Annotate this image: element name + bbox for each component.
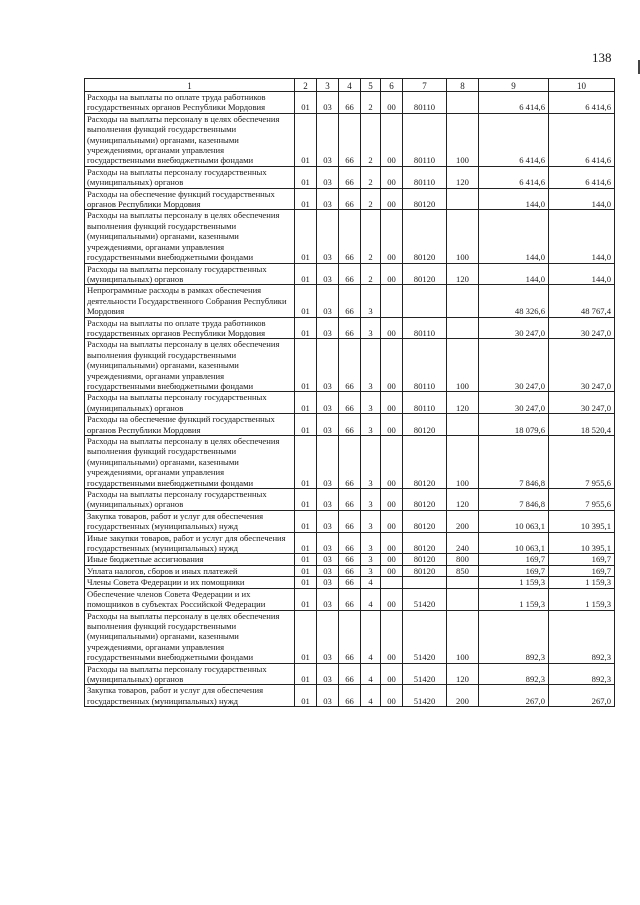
podrazdel-cell: 03 (317, 610, 339, 663)
row-name-cell: Расходы на обеспечение функций государственных органов Республики Мордовия (85, 188, 295, 210)
table-row (85, 166, 615, 188)
vr-cell: 100 (447, 113, 479, 166)
row-name-cell: Расходы на выплаты персоналу государственных (муниципальных) органов (85, 166, 295, 188)
ks-cell: 00 (381, 489, 403, 511)
header-cell: 3 (317, 79, 339, 92)
podrazdel-cell: 03 (317, 210, 339, 263)
program-cell: 66 (339, 532, 361, 554)
direction-cell (403, 577, 447, 588)
table-body (85, 92, 615, 707)
direction-cell: 80120 (403, 263, 447, 285)
header-cell: 4 (339, 79, 361, 92)
table-row (85, 510, 615, 532)
program-cell: 66 (339, 317, 361, 339)
header-cell: 10 (549, 79, 615, 92)
razdel-cell: 01 (295, 285, 317, 317)
ks-cell: 00 (381, 610, 403, 663)
sum-year-1-cell: 892,3 (479, 663, 549, 685)
table-row (85, 210, 615, 263)
direction-cell: 80120 (403, 436, 447, 489)
sum-year-2-cell: 30 247,0 (549, 317, 615, 339)
sum-year-2-cell: 48 767,4 (549, 285, 615, 317)
sum-year-1-cell: 169,7 (479, 565, 549, 576)
table-row (85, 263, 615, 285)
sum-year-2-cell: 6 414,6 (549, 113, 615, 166)
subprogram-cell: 2 (361, 113, 381, 166)
subprogram-cell: 3 (361, 489, 381, 511)
ks-cell: 00 (381, 663, 403, 685)
subprogram-cell: 3 (361, 392, 381, 414)
podrazdel-cell: 03 (317, 263, 339, 285)
direction-cell: 51420 (403, 685, 447, 707)
sum-year-1-cell: 30 247,0 (479, 339, 549, 392)
subprogram-cell: 4 (361, 685, 381, 707)
program-cell: 66 (339, 210, 361, 263)
row-name-cell: Расходы на выплаты персоналу государственных (муниципальных) органов (85, 263, 295, 285)
sum-year-2-cell: 144,0 (549, 210, 615, 263)
program-cell: 66 (339, 392, 361, 414)
razdel-cell: 01 (295, 554, 317, 565)
sum-year-1-cell: 18 079,6 (479, 414, 549, 436)
razdel-cell: 01 (295, 339, 317, 392)
direction-cell: 80120 (403, 565, 447, 576)
budget-table (84, 78, 615, 707)
row-name-cell: Уплата налогов, сборов и иных платежей (85, 565, 295, 576)
row-name-cell: Расходы на выплаты персоналу в целях обеспечения выполнения функций государственными (муниципальными) органами, казенными учреждениями, органами управления государственными внебюджетными фондами (85, 210, 295, 263)
vr-cell (447, 188, 479, 210)
table-row (85, 610, 615, 663)
podrazdel-cell: 03 (317, 532, 339, 554)
sum-year-1-cell: 267,0 (479, 685, 549, 707)
sum-year-2-cell: 144,0 (549, 263, 615, 285)
sum-year-2-cell: 267,0 (549, 685, 615, 707)
row-name-cell: Иные бюджетные ассигнования (85, 554, 295, 565)
sum-year-2-cell: 1 159,3 (549, 577, 615, 588)
vr-cell: 200 (447, 685, 479, 707)
sum-year-2-cell: 10 395,1 (549, 532, 615, 554)
vr-cell: 200 (447, 510, 479, 532)
vr-cell: 800 (447, 554, 479, 565)
podrazdel-cell: 03 (317, 392, 339, 414)
table-row (85, 113, 615, 166)
subprogram-cell: 3 (361, 565, 381, 576)
podrazdel-cell: 03 (317, 489, 339, 511)
razdel-cell: 01 (295, 532, 317, 554)
table-row (85, 532, 615, 554)
ks-cell (381, 577, 403, 588)
sum-year-1-cell: 144,0 (479, 188, 549, 210)
table-row (85, 577, 615, 588)
direction-cell: 80110 (403, 392, 447, 414)
ks-cell: 00 (381, 392, 403, 414)
row-name-cell: Расходы на выплаты персоналу в целях обеспечения выполнения функций государственными (муниципальными) органами, казенными учреждениями, органами управления государственными внебюджетными фондами (85, 339, 295, 392)
podrazdel-cell: 03 (317, 92, 339, 114)
direction-cell: 80120 (403, 414, 447, 436)
subprogram-cell: 4 (361, 610, 381, 663)
row-name-cell: Расходы на выплаты персоналу в целях обеспечения выполнения функций государственными (муниципальными) органами, казенными учреждениями, органами управления государственными внебюджетными фондами (85, 436, 295, 489)
row-name-cell: Расходы на выплаты по оплате труда работников государственных органов Республики Мордовия (85, 92, 295, 114)
program-cell: 66 (339, 263, 361, 285)
row-name-cell: Расходы на выплаты персоналу в целях обеспечения выполнения функций государственными (муниципальными) органами, казенными учреждениями, органами управления государственными внебюджетными фондами (85, 610, 295, 663)
razdel-cell: 01 (295, 577, 317, 588)
vr-cell (447, 92, 479, 114)
sum-year-1-cell: 10 063,1 (479, 510, 549, 532)
row-name-cell: Закупка товаров, работ и услуг для обеспечения государственных (муниципальных) нужд (85, 510, 295, 532)
ks-cell: 00 (381, 263, 403, 285)
table-row (85, 436, 615, 489)
sum-year-1-cell: 10 063,1 (479, 532, 549, 554)
razdel-cell: 01 (295, 510, 317, 532)
direction-cell: 80120 (403, 489, 447, 511)
vr-cell (447, 317, 479, 339)
row-name-cell: Расходы на обеспечение функций государственных органов Республики Мордовия (85, 414, 295, 436)
subprogram-cell: 2 (361, 188, 381, 210)
row-name-cell: Иные закупки товаров, работ и услуг для обеспечения государственных (муниципальных) нужд (85, 532, 295, 554)
table-row (85, 489, 615, 511)
razdel-cell: 01 (295, 113, 317, 166)
podrazdel-cell: 03 (317, 339, 339, 392)
table-row (85, 685, 615, 707)
razdel-cell: 01 (295, 92, 317, 114)
vr-cell: 120 (447, 166, 479, 188)
ks-cell: 00 (381, 565, 403, 576)
sum-year-1-cell: 30 247,0 (479, 392, 549, 414)
subprogram-cell: 3 (361, 339, 381, 392)
program-cell: 66 (339, 510, 361, 532)
sum-year-1-cell: 6 414,6 (479, 92, 549, 114)
direction-cell: 80110 (403, 339, 447, 392)
ks-cell (381, 285, 403, 317)
direction-cell: 80110 (403, 113, 447, 166)
razdel-cell: 01 (295, 610, 317, 663)
sum-year-2-cell: 7 955,6 (549, 489, 615, 511)
program-cell: 66 (339, 554, 361, 565)
row-name-cell: Непрограммные расходы в рамках обеспечения деятельности Государственного Собрания Республики Мордовия (85, 285, 295, 317)
sum-year-1-cell: 169,7 (479, 554, 549, 565)
vr-cell: 240 (447, 532, 479, 554)
sum-year-2-cell: 30 247,0 (549, 339, 615, 392)
program-cell: 66 (339, 685, 361, 707)
sum-year-1-cell: 7 846,8 (479, 436, 549, 489)
sum-year-2-cell: 169,7 (549, 565, 615, 576)
vr-cell: 120 (447, 663, 479, 685)
ks-cell: 00 (381, 113, 403, 166)
subprogram-cell: 3 (361, 554, 381, 565)
program-cell: 66 (339, 610, 361, 663)
razdel-cell: 01 (295, 588, 317, 610)
direction-cell: 80120 (403, 188, 447, 210)
direction-cell: 80110 (403, 317, 447, 339)
subprogram-cell: 3 (361, 414, 381, 436)
vr-cell (447, 588, 479, 610)
row-name-cell: Закупка товаров, работ и услуг для обеспечения государственных (муниципальных) нужд (85, 685, 295, 707)
ks-cell: 00 (381, 317, 403, 339)
ks-cell: 00 (381, 210, 403, 263)
ks-cell: 00 (381, 532, 403, 554)
ks-cell: 00 (381, 414, 403, 436)
header-cell: 2 (295, 79, 317, 92)
direction-cell: 80120 (403, 554, 447, 565)
ks-cell: 00 (381, 588, 403, 610)
podrazdel-cell: 03 (317, 436, 339, 489)
program-cell: 66 (339, 414, 361, 436)
vr-cell: 100 (447, 436, 479, 489)
sum-year-1-cell: 7 846,8 (479, 489, 549, 511)
table-row (85, 92, 615, 114)
sum-year-2-cell: 892,3 (549, 663, 615, 685)
podrazdel-cell: 03 (317, 166, 339, 188)
sum-year-2-cell: 18 520,4 (549, 414, 615, 436)
header-cell: 5 (361, 79, 381, 92)
podrazdel-cell: 03 (317, 414, 339, 436)
row-name-cell: Расходы на выплаты персоналу в целях обеспечения выполнения функций государственными (муниципальными) органами, казенными учреждениями, органами управления государственными внебюджетными фондами (85, 113, 295, 166)
program-cell: 66 (339, 188, 361, 210)
vr-cell: 120 (447, 392, 479, 414)
direction-cell: 80120 (403, 532, 447, 554)
table-row (85, 392, 615, 414)
direction-cell: 80120 (403, 210, 447, 263)
podrazdel-cell: 03 (317, 554, 339, 565)
program-cell: 66 (339, 113, 361, 166)
podrazdel-cell: 03 (317, 317, 339, 339)
row-name-cell: Расходы на выплаты по оплате труда работников государственных органов Республики Мордовия (85, 317, 295, 339)
table-row (85, 317, 615, 339)
subprogram-cell: 4 (361, 663, 381, 685)
subprogram-cell: 3 (361, 285, 381, 317)
sum-year-1-cell: 6 414,6 (479, 113, 549, 166)
sum-year-1-cell: 30 247,0 (479, 317, 549, 339)
razdel-cell: 01 (295, 685, 317, 707)
sum-year-1-cell: 1 159,3 (479, 588, 549, 610)
subprogram-cell: 3 (361, 317, 381, 339)
vr-cell: 120 (447, 263, 479, 285)
table-header-row (85, 79, 615, 92)
header-cell: 1 (85, 79, 295, 92)
ks-cell: 00 (381, 166, 403, 188)
razdel-cell: 01 (295, 565, 317, 576)
razdel-cell: 01 (295, 436, 317, 489)
sum-year-2-cell: 7 955,6 (549, 436, 615, 489)
direction-cell: 51420 (403, 610, 447, 663)
razdel-cell: 01 (295, 317, 317, 339)
subprogram-cell: 3 (361, 436, 381, 489)
table-row (85, 339, 615, 392)
subprogram-cell: 2 (361, 166, 381, 188)
program-cell: 66 (339, 166, 361, 188)
header-cell: 8 (447, 79, 479, 92)
table-row (85, 588, 615, 610)
row-name-cell: Расходы на выплаты персоналу государственных (муниципальных) органов (85, 663, 295, 685)
razdel-cell: 01 (295, 392, 317, 414)
direction-cell (403, 285, 447, 317)
sum-year-2-cell: 6 414,6 (549, 166, 615, 188)
page-number: 138 (592, 50, 612, 65)
subprogram-cell: 2 (361, 210, 381, 263)
ks-cell: 00 (381, 685, 403, 707)
program-cell: 66 (339, 565, 361, 576)
sum-year-2-cell: 30 247,0 (549, 392, 615, 414)
sum-year-1-cell: 48 326,6 (479, 285, 549, 317)
direction-cell: 51420 (403, 663, 447, 685)
program-cell: 66 (339, 285, 361, 317)
subprogram-cell: 4 (361, 588, 381, 610)
header-cell: 6 (381, 79, 403, 92)
razdel-cell: 01 (295, 489, 317, 511)
vr-cell (447, 577, 479, 588)
table-row (85, 663, 615, 685)
vr-cell: 100 (447, 339, 479, 392)
header-cell: 9 (479, 79, 549, 92)
vr-cell: 850 (447, 565, 479, 576)
sum-year-2-cell: 169,7 (549, 554, 615, 565)
table-row (85, 565, 615, 576)
razdel-cell: 01 (295, 663, 317, 685)
razdel-cell: 01 (295, 188, 317, 210)
ks-cell: 00 (381, 92, 403, 114)
subprogram-cell: 4 (361, 577, 381, 588)
row-name-cell: Расходы на выплаты персоналу государственных (муниципальных) органов (85, 392, 295, 414)
podrazdel-cell: 03 (317, 663, 339, 685)
program-cell: 66 (339, 577, 361, 588)
sum-year-2-cell: 6 414,6 (549, 92, 615, 114)
table-row (85, 285, 615, 317)
podrazdel-cell: 03 (317, 113, 339, 166)
ks-cell: 00 (381, 436, 403, 489)
row-name-cell: Расходы на выплаты персоналу государственных (муниципальных) органов (85, 489, 295, 511)
sum-year-1-cell: 892,3 (479, 610, 549, 663)
program-cell: 66 (339, 489, 361, 511)
ks-cell: 00 (381, 554, 403, 565)
podrazdel-cell: 03 (317, 588, 339, 610)
vr-cell (447, 285, 479, 317)
sum-year-2-cell: 892,3 (549, 610, 615, 663)
podrazdel-cell: 03 (317, 510, 339, 532)
program-cell: 66 (339, 436, 361, 489)
table-row (85, 188, 615, 210)
direction-cell: 51420 (403, 588, 447, 610)
direction-cell: 80110 (403, 166, 447, 188)
sum-year-1-cell: 144,0 (479, 210, 549, 263)
podrazdel-cell: 03 (317, 188, 339, 210)
subprogram-cell: 2 (361, 92, 381, 114)
podrazdel-cell: 03 (317, 577, 339, 588)
header-cell: 7 (403, 79, 447, 92)
podrazdel-cell: 03 (317, 565, 339, 576)
row-name-cell: Члены Совета Федерации и их помощники (85, 577, 295, 588)
sum-year-2-cell: 144,0 (549, 188, 615, 210)
vr-cell: 100 (447, 610, 479, 663)
program-cell: 66 (339, 588, 361, 610)
podrazdel-cell: 03 (317, 285, 339, 317)
razdel-cell: 01 (295, 210, 317, 263)
program-cell: 66 (339, 663, 361, 685)
podrazdel-cell: 03 (317, 685, 339, 707)
ks-cell: 00 (381, 510, 403, 532)
table-row (85, 414, 615, 436)
ks-cell: 00 (381, 188, 403, 210)
sum-year-1-cell: 144,0 (479, 263, 549, 285)
program-cell: 66 (339, 339, 361, 392)
subprogram-cell: 2 (361, 263, 381, 285)
sum-year-1-cell: 6 414,6 (479, 166, 549, 188)
razdel-cell: 01 (295, 166, 317, 188)
sum-year-2-cell: 1 159,3 (549, 588, 615, 610)
razdel-cell: 01 (295, 263, 317, 285)
table-row (85, 554, 615, 565)
subprogram-cell: 3 (361, 532, 381, 554)
subprogram-cell: 3 (361, 510, 381, 532)
direction-cell: 80120 (403, 510, 447, 532)
vr-cell: 120 (447, 489, 479, 511)
razdel-cell: 01 (295, 414, 317, 436)
sum-year-1-cell: 1 159,3 (479, 577, 549, 588)
vr-cell: 100 (447, 210, 479, 263)
ks-cell: 00 (381, 339, 403, 392)
direction-cell: 80110 (403, 92, 447, 114)
sum-year-2-cell: 10 395,1 (549, 510, 615, 532)
vr-cell (447, 414, 479, 436)
program-cell: 66 (339, 92, 361, 114)
row-name-cell: Обеспечение членов Совета Федерации и их помощников в субъектах Российской Федерации (85, 588, 295, 610)
